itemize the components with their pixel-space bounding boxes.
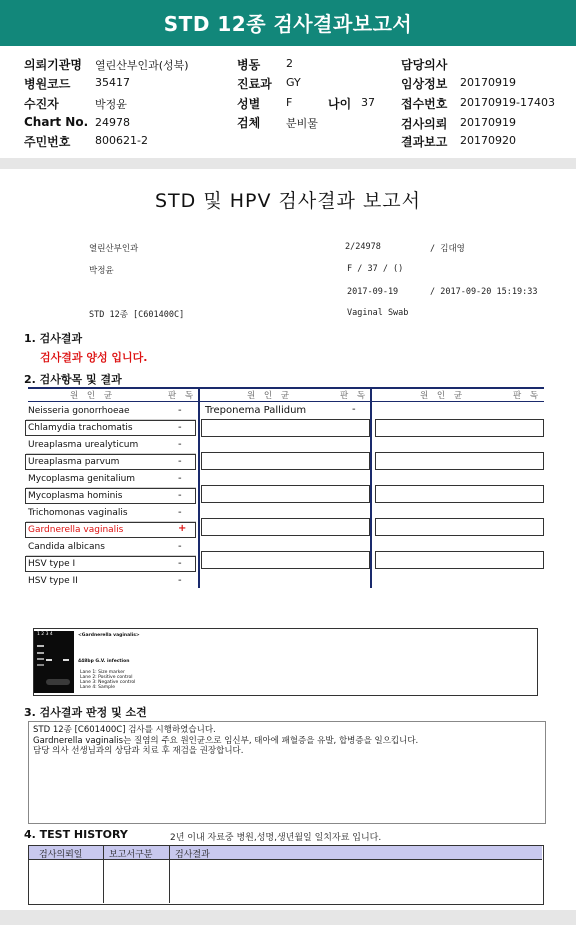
result-row-10: - (178, 558, 182, 569)
code-label: 병원코드 (24, 77, 71, 91)
clinical-value: 20170919 (460, 76, 516, 89)
history-col-divider (103, 846, 104, 903)
result-row-9: - (178, 541, 182, 552)
column-divider-1 (198, 387, 200, 588)
report-sex-age: F / 37 / () (347, 264, 404, 274)
specimen-label: 검체 (237, 116, 261, 130)
empty-cell-box (375, 518, 544, 536)
gel-band (46, 659, 52, 661)
gel-band-label: 448bp G.V. infection (78, 659, 130, 664)
gel-lane-numbers: 1 2 3 4 (37, 632, 53, 637)
empty-cell-box (375, 485, 544, 503)
patient-label: 수진자 (24, 97, 59, 111)
positive-result-text: 검사결과 양성 입니다. (40, 351, 148, 364)
gel-legend-3: Lane 3: Negative control (80, 680, 136, 685)
patient-value: 박정윤 (95, 98, 127, 111)
section2-heading: 2. 검사항목 및 결과 (24, 373, 122, 386)
organism-row-2: Chlamydia trachomatis (28, 423, 133, 433)
empty-cell-box (375, 419, 544, 437)
history-table-header (29, 846, 542, 860)
col3-organism-header: 원 인 균 (420, 391, 466, 401)
history-col-request-date: 검사의뢰일 (39, 850, 83, 860)
id-label: 주민번호 (24, 135, 71, 149)
dept-value: GY (286, 76, 301, 89)
result-row-4: - (178, 456, 182, 467)
specimen-value: 분비물 (286, 117, 318, 130)
gel-legend-1: Lane 1: Size marker (80, 670, 125, 675)
table-header-bottom-rule (28, 401, 544, 402)
age-label: 나이 (328, 97, 352, 111)
col2-organism-header: 원 인 균 (247, 391, 293, 401)
history-note: 2년 이내 자료중 병원,성명,생년월일 일치자료 입니다. (170, 833, 382, 843)
ward-value: 2 (286, 57, 293, 70)
empty-cell-box (201, 551, 370, 569)
report-date-value: 20170920 (460, 134, 516, 147)
gel-band (37, 658, 44, 660)
organism-row-5: Mycoplasma genitalium (28, 474, 136, 484)
sex-label: 성별 (237, 97, 261, 111)
opinion-line-2: Gardnerella vaginalis는 질염의 주요 원인균으로 임신부, 태아에 패혈증을 유발, 합병증을 일으킵니다. (33, 736, 419, 746)
receipt-value: 20170919-17403 (460, 96, 555, 109)
report-chart-ref: 2/24978 (345, 242, 381, 252)
doctor-label: 담당의사 (401, 58, 448, 72)
code-value: 35417 (95, 76, 130, 89)
gel-band (37, 664, 44, 666)
gel-title: <Gardnerella vaginalis> (78, 633, 140, 638)
id-value: 800621-2 (95, 134, 148, 147)
empty-cell-box (201, 518, 370, 536)
hospital-value: 열린산부인과(성북) (95, 59, 189, 72)
column-divider-2 (370, 387, 372, 588)
gel-band (37, 645, 44, 647)
report-clinic: 열린산부인과 (89, 244, 139, 254)
request-value: 20170919 (460, 116, 516, 129)
report-date-label: 결과보고 (401, 135, 448, 149)
hospital-label: 의뢰기관명 (24, 58, 82, 72)
result-row-8-positive: + (178, 523, 187, 534)
request-label: 검사의뢰 (401, 117, 448, 131)
col3-result-header: 판 독 (513, 391, 542, 401)
footer-band (0, 910, 576, 925)
organism-row-1: Neisseria gonorrhoeae (28, 406, 130, 416)
organism-row-11: HSV type II (28, 576, 78, 586)
result-row-2: - (178, 422, 182, 433)
result-row-7: - (178, 507, 182, 518)
result-row-5: - (178, 473, 182, 484)
report-date-report: / 2017-09-20 15:19:33 (430, 287, 538, 297)
result-row-1: - (178, 405, 182, 416)
gel-electrophoresis-image (34, 631, 74, 693)
empty-cell-box (375, 551, 544, 569)
clinical-label: 임상정보 (401, 77, 448, 91)
report-doctor-ref: / 김대영 (430, 244, 465, 254)
report-title: STD 12종 검사결과보고서 (0, 0, 576, 46)
chart-value: 24978 (95, 116, 130, 129)
gel-band (37, 652, 44, 654)
chart-label: Chart No. (24, 115, 89, 129)
organism-row-7: Trichomonas vaginalis (28, 508, 128, 518)
history-col-result: 검사결과 (175, 850, 210, 860)
section3-heading: 3. 검사결과 판정 및 소견 (24, 706, 147, 719)
col2-result-row-1: - (352, 404, 356, 415)
col2-organism-row-1: Treponema Pallidum (205, 405, 307, 416)
receipt-label: 접수번호 (401, 97, 448, 111)
report-test-code: STD 12종 [C601400C] (89, 310, 185, 320)
section1-heading: 1. 검사결과 (24, 332, 83, 345)
gel-legend-4: Lane 4: Sample (80, 685, 115, 690)
empty-cell-box (201, 485, 370, 503)
report-specimen: Vaginal Swab (347, 308, 409, 318)
history-col-report-type: 보고서구분 (109, 850, 153, 860)
result-row-3: - (178, 439, 182, 450)
dept-label: 진료과 (237, 77, 272, 91)
gel-legend-2: Lane 2: Positive control (80, 675, 133, 680)
opinion-line-3: 담당 의사 선생님과의 상담과 치료 후 재검을 권장합니다. (33, 746, 244, 756)
gel-band (63, 659, 69, 661)
organism-row-10: HSV type I (28, 559, 76, 569)
col2-result-header: 판 독 (340, 391, 369, 401)
empty-cell-box (201, 419, 370, 437)
organism-row-6: Mycoplasma hominis (28, 491, 123, 501)
result-row-11: - (178, 575, 182, 586)
section4-heading: 4. TEST HISTORY (24, 828, 128, 841)
report-date-request: 2017-09-19 (347, 287, 399, 297)
result-row-6: - (178, 490, 182, 501)
organism-row-3: Ureaplasma urealyticum (28, 440, 139, 450)
report-patient: 박정윤 (89, 266, 114, 276)
empty-cell-box (201, 452, 370, 470)
organism-row-4: Ureaplasma parvum (28, 457, 120, 467)
col1-result-header: 판 독 (168, 391, 197, 401)
age-value: 37 (361, 96, 375, 109)
report-heading: STD 및 HPV 검사결과 보고서 (154, 190, 422, 212)
sex-value: F (286, 96, 293, 109)
ward-label: 병동 (237, 58, 261, 72)
empty-cell-box (375, 452, 544, 470)
organism-row-8-positive: Gardnerella vaginalis (28, 525, 124, 535)
organism-row-9: Candida albicans (28, 542, 105, 552)
opinion-line-1: STD 12종 [C601400C] 검사를 시행하였습니다. (33, 725, 216, 735)
separator-band (0, 158, 576, 169)
gel-primer-smear (46, 679, 70, 685)
history-col-divider (169, 846, 170, 903)
col1-organism-header: 원 인 균 (70, 391, 116, 401)
